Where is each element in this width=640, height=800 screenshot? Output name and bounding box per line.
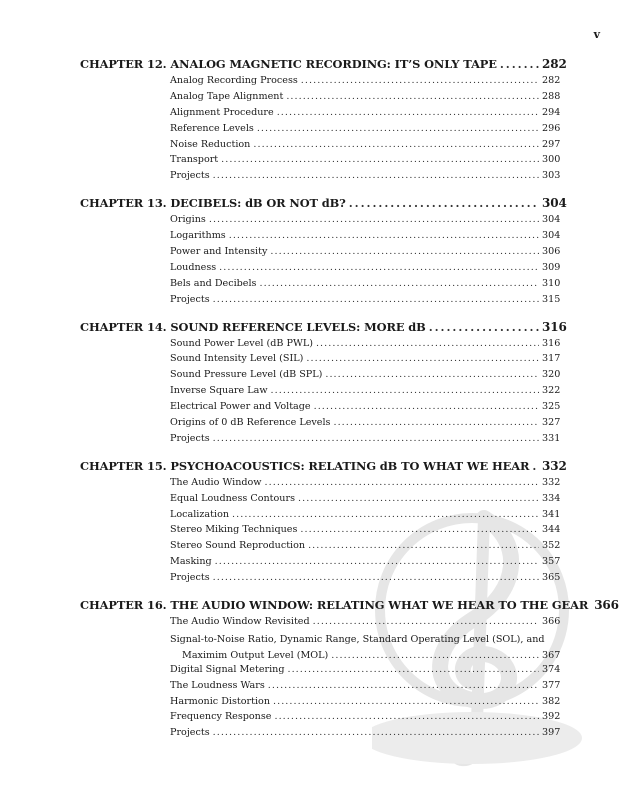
dot-leader (265, 477, 539, 488)
chapter-title: CHAPTER 13. DECIBELS: dB OR NOT dB? (80, 196, 346, 211)
entry-title: Sound Pressure Level (dB SPL) (170, 369, 323, 381)
dot-leader (429, 320, 539, 334)
toc-entry[interactable] (80, 572, 560, 588)
entry-page: 392 (542, 711, 561, 723)
entry-title: Projects (170, 170, 210, 182)
chapter-heading[interactable] (80, 598, 619, 616)
chapter-page: 282 (542, 57, 567, 71)
entry-page: 332 (542, 476, 561, 488)
toc-entry[interactable] (80, 680, 560, 696)
entry-title: Power and Intensity (170, 246, 268, 258)
chapter-section (80, 458, 567, 588)
toc-entry[interactable] (80, 246, 560, 262)
entry-page: 334 (542, 492, 561, 504)
entry-title: Loudness (170, 261, 217, 273)
toc-entry[interactable] (80, 230, 560, 246)
toc-entry[interactable] (80, 75, 560, 91)
entry-title: Stereo Miking Techniques (170, 524, 298, 536)
entry-title: Reference Levels (170, 122, 254, 134)
entry-page: 352 (542, 540, 561, 552)
dot-leader (298, 493, 539, 504)
chapter-page: 304 (542, 196, 567, 211)
toc-entry[interactable] (80, 170, 560, 186)
toc-entry[interactable] (80, 123, 560, 139)
page-number: v (593, 28, 600, 41)
chapter-title: CHAPTER 12. ANALOG MAGNETIC RECORDING: IT’S ONLY TAPE (80, 57, 497, 71)
dot-leader (213, 294, 539, 305)
entry-title: Analog Tape Alignment (170, 90, 284, 102)
toc-entry[interactable] (80, 91, 560, 107)
toc-entry[interactable] (80, 493, 560, 509)
dot-leader (301, 75, 539, 86)
entry-title: Bels and Decibels (170, 277, 257, 289)
dot-leader (300, 524, 539, 535)
dot-leader (286, 91, 539, 102)
chapter-section (80, 319, 567, 449)
dot-leader (532, 459, 539, 473)
dot-leader (257, 123, 539, 134)
toc-entry[interactable] (80, 556, 560, 572)
entry-page: 303 (542, 170, 561, 182)
dot-leader (314, 401, 539, 412)
toc-entry[interactable] (80, 524, 560, 540)
entry-page: 296 (542, 122, 561, 134)
toc-entry[interactable] (80, 401, 560, 417)
toc-entry[interactable] (80, 107, 560, 123)
entry-page: 331 (542, 432, 561, 444)
dot-leader (277, 107, 539, 118)
dot-leader (213, 727, 539, 738)
toc-entry[interactable] (80, 711, 560, 727)
entry-title: Analog Recording Process (170, 75, 298, 86)
chapter-heading[interactable] (80, 57, 567, 75)
dot-leader (232, 509, 539, 520)
toc-entry[interactable] (80, 727, 560, 743)
toc-entry[interactable] (80, 278, 560, 294)
entry-title: Harmonic Distortion (170, 695, 270, 707)
toc-entry[interactable] (80, 417, 560, 433)
entry-page: 282 (542, 75, 561, 86)
dot-leader (268, 680, 539, 691)
entry-title: Frequency Response (170, 711, 272, 723)
entry-page: 304 (542, 214, 561, 226)
toc-entry[interactable] (80, 214, 560, 230)
entry-title: Sound Intensity Level (SIL) (170, 353, 304, 365)
entry-page: 322 (542, 385, 561, 397)
chapter-section (80, 57, 567, 186)
entry-title: Sound Power Level (dB PWL) (170, 337, 313, 349)
entry-page: 316 (542, 337, 561, 349)
toc-entry[interactable] (80, 664, 560, 680)
chapter-page: 316 (542, 319, 567, 334)
toc-entry[interactable] (80, 632, 560, 664)
toc-entry[interactable] (80, 433, 560, 449)
toc-entry[interactable] (80, 262, 560, 278)
entry-title-continued: Maximim Output Level (MOL) (182, 649, 329, 661)
dot-leader (259, 278, 539, 289)
entry-page: 365 (542, 572, 561, 584)
dot-leader (213, 572, 539, 583)
chapter-page: 332 (542, 458, 567, 473)
toc-entry[interactable] (80, 385, 560, 401)
entry-page: 300 (542, 154, 561, 166)
entry-page: 325 (542, 401, 561, 413)
entry-title: The Audio Window Revisited (170, 616, 310, 628)
chapter-title: CHAPTER 15. PSYCHOACOUSTICS: RELATING dB TO WHAT WE HEAR (80, 458, 530, 473)
entry-page: 304 (542, 230, 561, 242)
entry-page: 288 (542, 90, 561, 102)
entry-page: 294 (542, 106, 561, 118)
entry-page: 310 (542, 277, 561, 289)
entry-title: Projects (170, 293, 210, 305)
entry-page: 297 (542, 138, 561, 150)
entry-title: Origins (170, 214, 206, 226)
entry-title: The Audio Window (170, 476, 262, 488)
chapter-heading[interactable] (80, 319, 567, 338)
entry-title: Noise Reduction (170, 138, 251, 150)
entry-page: 374 (542, 663, 561, 675)
entry-page: 377 (542, 679, 561, 691)
entry-title: Equal Loudness Contours (170, 492, 295, 504)
toc-entry[interactable] (80, 139, 560, 155)
chapter-title: CHAPTER 16. THE AUDIO WINDOW: RELATING WHAT WE HEAR TO THE GEAR (80, 598, 589, 613)
entry-title: Projects (170, 727, 210, 739)
dot-leader (209, 214, 539, 225)
entry-page: 341 (542, 508, 561, 520)
toc-entry[interactable] (80, 540, 560, 556)
toc-entry[interactable] (80, 369, 560, 385)
dot-leader (221, 154, 539, 165)
entry-title: Signal-to-Noise Ratio, Dynamic Range, Standard Operating Level (SOL), and (170, 633, 545, 645)
entry-title: Alignment Procedure (170, 106, 274, 118)
dot-leader (273, 696, 539, 707)
entry-title: Projects (170, 432, 210, 444)
dot-leader (219, 262, 539, 273)
dot-leader (325, 369, 539, 380)
toc-entry[interactable] (80, 509, 560, 525)
entry-page: 367 (542, 649, 561, 661)
entry-page: 357 (542, 556, 561, 568)
dot-leader (213, 170, 539, 181)
entry-title: Projects (170, 572, 210, 584)
entry-page: 397 (542, 727, 561, 739)
entry-title: Origins of 0 dB Reference Levels (170, 417, 331, 429)
entry-title: Localization (170, 508, 230, 520)
dot-leader (270, 246, 539, 257)
entry-title: Masking (170, 556, 212, 568)
dot-leader (308, 540, 539, 551)
entry-page: 344 (542, 524, 561, 536)
toc-entry[interactable] (80, 616, 560, 632)
toc-entry[interactable] (80, 294, 560, 310)
entry-page: 320 (542, 369, 561, 381)
dot-leader (333, 417, 539, 428)
toc-entry[interactable] (80, 154, 560, 170)
dot-leader (215, 556, 539, 567)
entry-title: Transport (170, 154, 219, 166)
entry-page: 309 (542, 261, 561, 273)
dot-leader (313, 616, 539, 627)
entry-title: Electrical Power and Voltage (170, 401, 311, 413)
table-of-contents (80, 57, 619, 753)
chapter-page: 366 (594, 598, 619, 613)
entry-title: The Loudness Wars (170, 679, 265, 691)
toc-entry[interactable] (80, 353, 560, 369)
dot-leader (306, 353, 539, 364)
dot-leader (500, 57, 539, 71)
toc-entry[interactable] (80, 477, 560, 493)
entry-page: 366 (542, 616, 561, 628)
entry-page: 317 (542, 353, 561, 365)
chapter-heading[interactable] (80, 196, 567, 214)
entry-page: 382 (542, 695, 561, 707)
entry-title: Stereo Sound Reproduction (170, 540, 306, 552)
dot-leader (349, 196, 539, 210)
chapter-title: CHAPTER 14. SOUND REFERENCE LEVELS: MORE dB (80, 319, 426, 334)
dot-leader (213, 433, 539, 444)
entry-page: 327 (542, 417, 561, 429)
chapter-heading[interactable] (80, 458, 567, 477)
chapter-section (80, 196, 567, 309)
entry-title: Logarithms (170, 230, 226, 242)
dot-leader (316, 338, 539, 349)
entry-title: Inverse Square Law (170, 385, 268, 397)
entry-page: 315 (542, 293, 561, 305)
dot-leader (229, 230, 539, 241)
dot-leader (287, 664, 539, 675)
toc-entry[interactable] (80, 338, 560, 354)
toc-entry[interactable] (80, 696, 560, 712)
dot-leader (253, 139, 539, 150)
dot-leader (331, 648, 539, 664)
chapter-section (80, 598, 619, 743)
dot-leader (271, 385, 539, 396)
entry-title: Digital Signal Metering (170, 663, 285, 675)
entry-page: 306 (542, 246, 561, 258)
dot-leader (274, 711, 539, 722)
